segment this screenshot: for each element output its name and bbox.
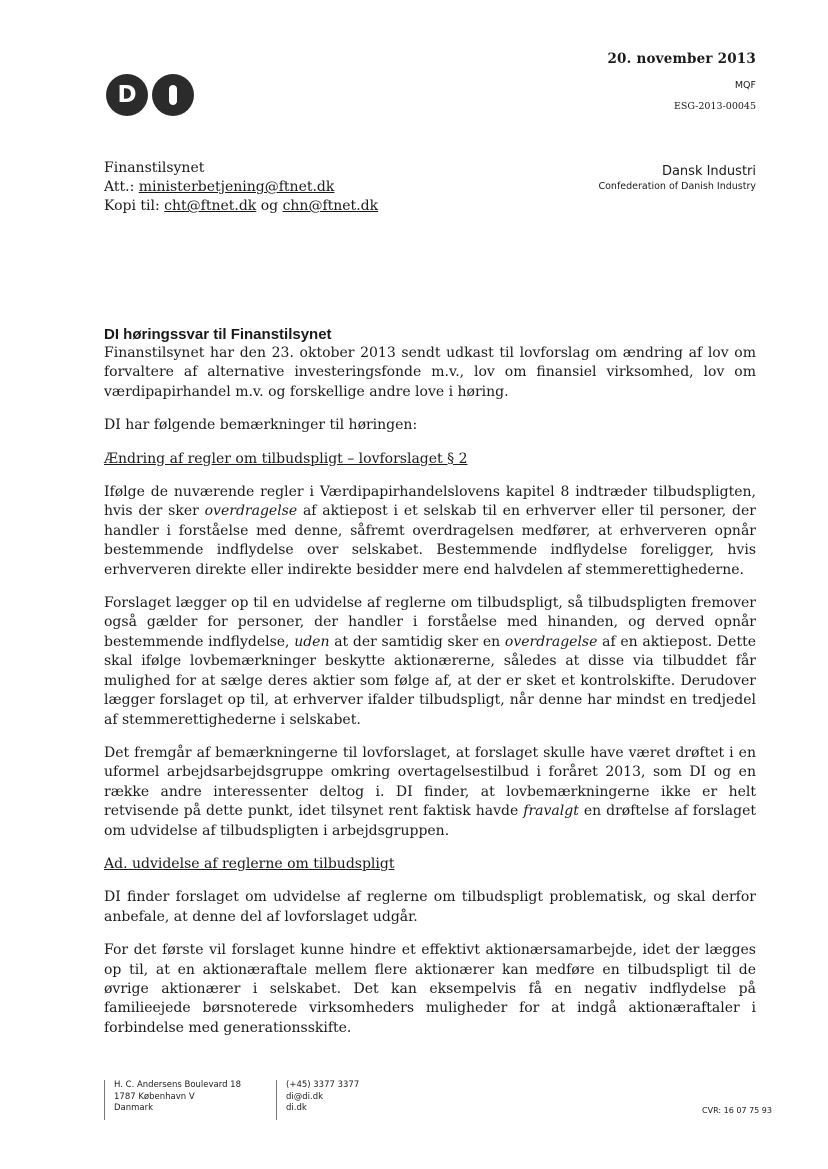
- cc-email-link-1[interactable]: cht@ftnet.dk: [164, 198, 257, 214]
- section-heading-2: Ad. udvidelse af reglerne om tilbudspligt: [104, 855, 395, 872]
- di-logo: [106, 74, 194, 116]
- footer-email[interactable]: di@di.dk: [286, 1091, 324, 1102]
- letter-date: 20. november 2013: [607, 51, 756, 67]
- cc-email-link-2[interactable]: chn@ftnet.dk: [282, 198, 379, 214]
- recipient-block: [104, 159, 378, 216]
- paragraph-current-rules: Ifølge de nuværende regler i Værdipapirhandelslovens kapitel 8 indtræder tilbudspligten, hvis der sker overdragelse af aktiepost i et selskab til en erhverver eller til personer, der handler i forståelse med denne, såfremt overdragelsen medfører, at erhververen opnår bestemmende indflydelse over selskabet. Bestemmende indflydelse foreligger, hvis erhververen direkte eller indirekte besidder mere end halvdelen af stemmerettighederne.: [104, 484, 757, 578]
- paragraph-intro: Finanstilsynet har den 23. oktober 2013 sendt udkast til lovforslag om ændring af lov om forvaltere af alternative investeringsfonde m.v., lov om finansiel virksomhed, lov om værdipapirhandel m.v. og forskellige andre love i høring.: [104, 345, 756, 400]
- organisation-name: Dansk Industri: [661, 164, 756, 179]
- att-label: Att.:: [104, 179, 139, 195]
- paragraph-recommendation: DI finder forslaget om udvidelse af reglerne om tilbudspligt problematisk, og skal derfor anbefale, at denne del af lovforslaget udgår.: [104, 889, 756, 925]
- paragraph-remarks-intro: DI har følgende bemærkninger til høringen:: [104, 417, 418, 434]
- organisation-block: [598, 163, 756, 194]
- recipient-att-line: [104, 178, 378, 197]
- logo-i-glyph: [169, 85, 177, 105]
- section-heading-1: Ændring af regler om tilbudspligt – lovforslaget § 2: [104, 450, 468, 467]
- paragraph-proposal: Forslaget lægger op til en udvidelse af reglerne om tilbudspligt, så tilbudspligten fremover også gælder for personer, der handler i forståelse med hinanden, og derved opnår bestemmende indflydelse, uden at der samtidig sker en overdragelse af en aktiepost. Dette skal ifølge lovbemærkninger beskytte aktionærerne, således at disse via tilbuddet får mulighed for at sælge deres aktier som følge af, at der er sket et kontrolskifte. Derudover lægger forslaget op til, at erhverver ifalder tilbudspligt, når denne har mindst en tredjedel af stemmerettighederne i selskabet.: [104, 595, 756, 728]
- cc-joiner: og: [256, 198, 283, 214]
- footer-web[interactable]: di.dk: [286, 1103, 307, 1113]
- footer-address: H. C. Andersens Boulevard 18 1787 København V Danmark: [104, 1080, 241, 1120]
- organisation-subtitle: Confederation of Danish Industry: [598, 181, 756, 192]
- cc-label: Kopi til:: [104, 198, 165, 214]
- paragraph-workgroup: Det fremgår af bemærkningerne til lovforslaget, at forslaget skulle have været drøftet i en uformel arbejdsarbejdsgruppe omkring overtagelsestilbud i foråret 2013, som DI og en række andre interessenter deltog i. DI finder, at lovbemærkningerne ikke er helt retvisende på dette punkt, idet tilsynet rent faktisk havde fravalgt en drøftelse af forslaget om udvidelse af tilbudspligten i arbejdsgruppen.: [104, 744, 756, 839]
- footer-contact: [276, 1080, 359, 1120]
- author-initials: MQF: [734, 80, 756, 91]
- logo-i-circle: [152, 74, 194, 116]
- footer-cvr: CVR: 16 07 75 93: [702, 1106, 772, 1115]
- reference-number: ESG-2013-00045: [673, 101, 756, 112]
- letter-footer: [104, 1080, 772, 1120]
- paragraph-first-argument: For det første vil forslaget kunne hindre et effektivt aktionærsamarbejde, idet der lægges op til, at en aktionæraftale mellem flere aktionærer kan medføre en tilbudspligt til de øvrige aktionærer i selskabet. Det kan eksempelvis få en negativ indflydelse på familieejede børsnoterede virksomheders muligheder for at indgå aktionæraftaler i forbindelse med generationsskifte.: [104, 942, 756, 1036]
- att-email-link[interactable]: ministerbetjening@ftnet.dk: [138, 179, 335, 195]
- logo-d-circle: D: [106, 74, 148, 116]
- recipient-name: Finanstilsynet: [104, 160, 205, 176]
- footer-phone: (+45) 3377 3377: [286, 1080, 360, 1090]
- letter-body: [104, 325, 756, 1038]
- recipient-cc-line: [104, 197, 378, 216]
- letter-title: DI høringssvar til Finanstilsynet: [104, 326, 332, 343]
